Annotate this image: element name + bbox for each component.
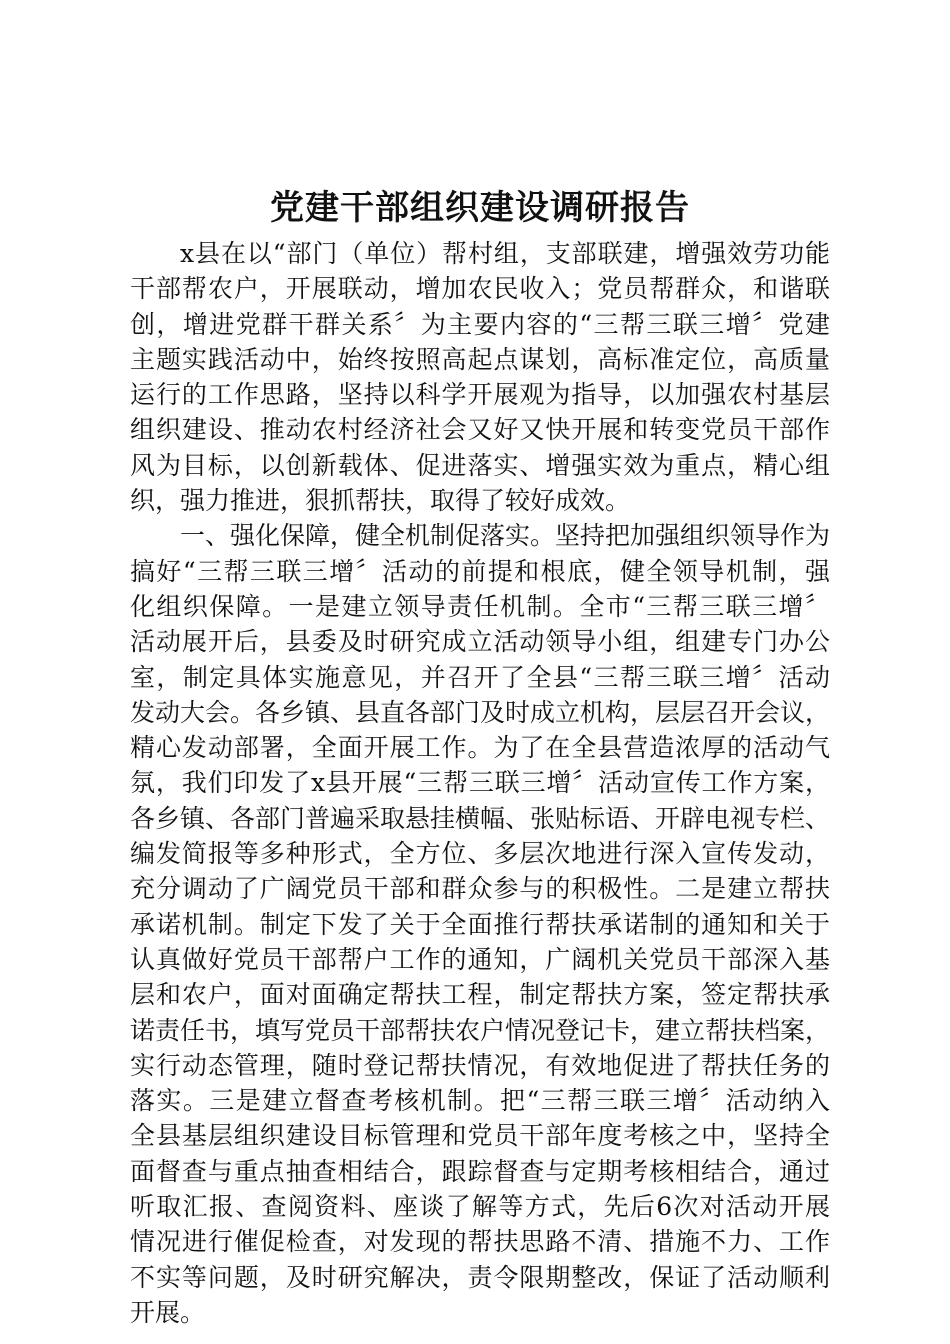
paragraph-line: 化组织保障。一是建立领导责任机制。全市“三帮三联三增〞 bbox=[130, 591, 830, 621]
paragraph-line: 层和农户，面对面确定帮扶工程，制定帮扶方案，签定帮扶承 bbox=[130, 980, 830, 1010]
paragraph-line: 听取汇报、查阅资料、座谈了解等方式，先后6次对活动开展 bbox=[130, 1192, 830, 1222]
paragraph-line: 诺责任书，填写党员干部帮扶农户情况登记卡，建立帮扶档案， bbox=[130, 1015, 831, 1045]
paragraph-line: 创，增进党群干群关系〞为主要内容的“三帮三联三增〞党建 bbox=[130, 309, 830, 339]
paragraph-line: 不实等问题，及时研究解决，责令限期整改，保证了活动顺利 bbox=[130, 1262, 830, 1292]
paragraph-line: 组织建设、推动农村经济社会又好又快开展和转变党员干部作 bbox=[130, 415, 830, 445]
paragraph-line: 精心发动部署，全面开展工作。为了在全县营造浓厚的活动气 bbox=[130, 733, 830, 763]
paragraph-line: 全县基层组织建设目标管理和党员干部年度考核之中，坚持全 bbox=[130, 1121, 830, 1151]
paragraph-line: 一、强化保障，健全机制促落实。坚持把加强组织领导作为 bbox=[180, 521, 831, 551]
paragraph-line: 充分调动了广阔党员干部和群众参与的积极性。二是建立帮扶 bbox=[130, 874, 830, 904]
paragraph-line: 主题实践活动中，始终按照高起点谋划，高标准定位，高质量 bbox=[130, 344, 830, 374]
paragraph-line: 编发简报等多种形式，全方位、多层次地进行深入宣传发动， bbox=[130, 839, 830, 869]
paragraph-line: 活动展开后，县委及时研究成立活动领导小组，组建专门办公 bbox=[130, 627, 830, 657]
paragraph-line: 风为目标，以创新载体、促进落实、增强实效为重点，精心组 bbox=[130, 450, 830, 480]
paragraph-line: 承诺机制。制定下发了关于全面推行帮扶承诺制的通知和关于 bbox=[130, 909, 830, 939]
paragraph-line: 各乡镇、各部门普遍采取悬挂横幅、张贴标语、开辟电视专栏、 bbox=[130, 803, 831, 833]
paragraph-line: 氛，我们印发了x县开展“三帮三联三增〞活动宣传工作方案， bbox=[130, 768, 830, 798]
paragraph-line: 织，强力推进，狠抓帮扶，取得了较好成效。 bbox=[130, 486, 631, 516]
paragraph-line: 运行的工作思路，坚持以科学开展观为指导，以加强农村基层 bbox=[130, 380, 830, 410]
paragraph-line: 开展。 bbox=[130, 1297, 206, 1327]
paragraph-line: x县在以“部门（单位）帮村组，支部联建，增强效劳功能 bbox=[180, 239, 830, 268]
paragraph-line: 室，制定具体实施意见，并召开了全县“三帮三联三增〞活动 bbox=[130, 662, 830, 692]
paragraph-line: 情况进行催促检查，对发现的帮扶思路不清、措施不力、工作 bbox=[130, 1227, 830, 1257]
paragraph-line: 实行动态管理，随时登记帮扶情况，有效地促进了帮扶任务的 bbox=[130, 1050, 830, 1080]
document-title: 党建干部组织建设调研报告 bbox=[270, 188, 690, 228]
paragraph-line: 干部帮农户，开展联动，增加农民收入；党员帮群众，和谐联 bbox=[130, 274, 830, 304]
paragraph-line: 搞好“三帮三联三增〞活动的前提和根底，健全领导机制，强 bbox=[130, 556, 830, 586]
paragraph-line: 发动大会。各乡镇、县直各部门及时成立机构，层层召开会议， bbox=[130, 697, 831, 727]
paragraph-line: 落实。三是建立督查考核机制。把“三帮三联三增〞活动纳入 bbox=[130, 1086, 830, 1116]
paragraph-line: 认真做好党员干部帮户工作的通知，广阔机关党员干部深入基 bbox=[130, 944, 830, 974]
document-body bbox=[130, 236, 830, 1330]
paragraph-line: 面督查与重点抽查相结合，跟踪督查与定期考核相结合，通过 bbox=[130, 1156, 830, 1186]
